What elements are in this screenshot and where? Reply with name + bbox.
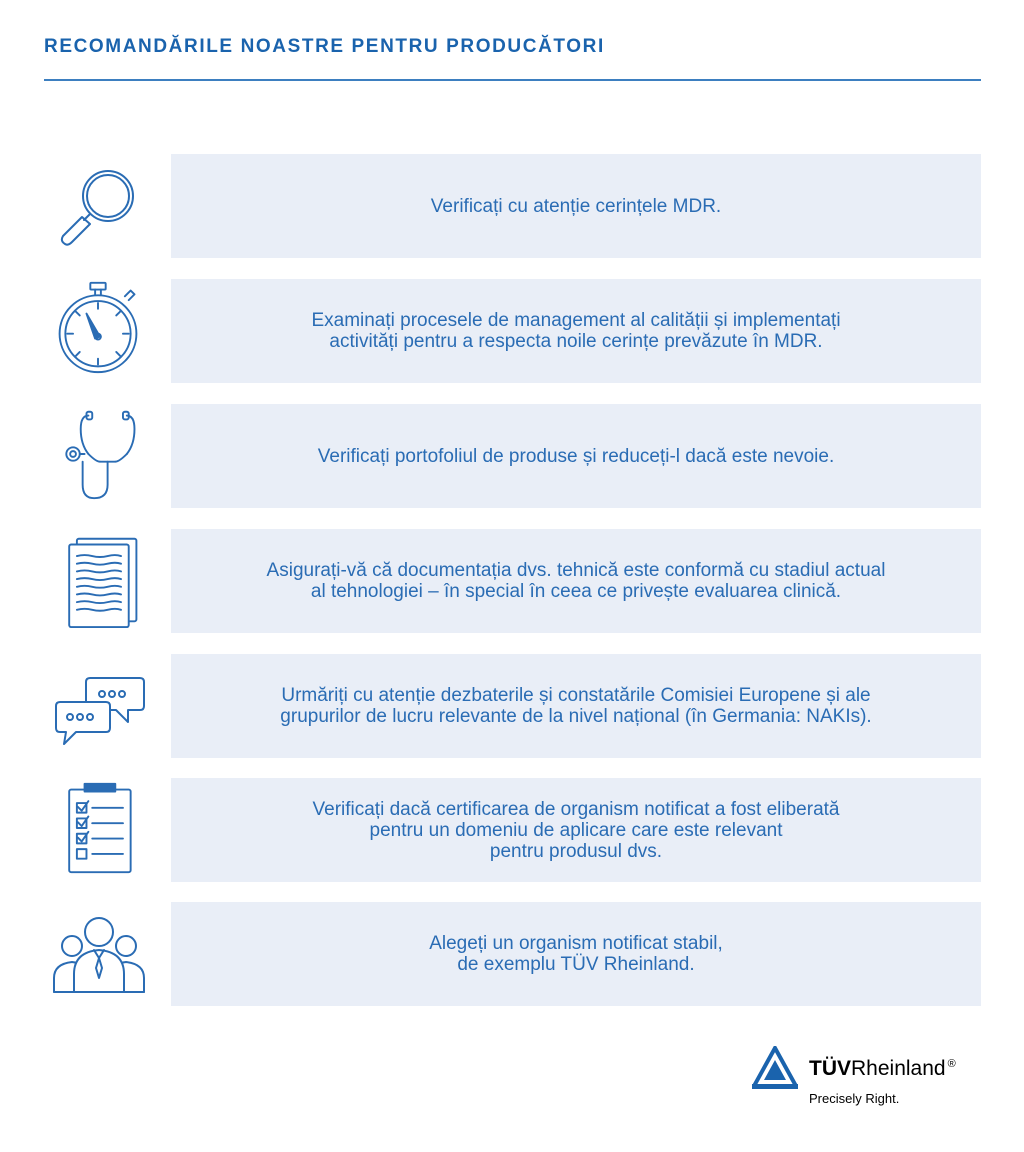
tuv-rheinland-logo — [752, 1046, 992, 1116]
recommendation-row — [0, 778, 1024, 882]
checklist-clipboard-icon — [48, 790, 148, 870]
page-title: RECOMANDĂRILE NOASTRE PENTRU PRODUCĂTORI — [44, 36, 605, 57]
recommendation-row — [0, 654, 1024, 758]
stopwatch-icon — [48, 291, 148, 371]
header-divider — [44, 79, 981, 81]
recommendation-row — [0, 404, 1024, 508]
magnifier-icon — [48, 166, 148, 246]
logo-wordmark: TÜVRheinland ® — [809, 1057, 956, 1080]
logo-tagline: Precisely Right. — [809, 1091, 900, 1106]
recommendation-box: Alegeți un organism notificat stabil, de exemplu TÜV Rheinland. — [171, 902, 981, 1006]
team-people-icon — [48, 914, 148, 994]
documents-icon — [48, 541, 148, 621]
stethoscope-icon — [48, 416, 148, 496]
recommendation-box: Verificați cu atenție cerințele MDR. — [171, 154, 981, 258]
recommendation-row — [0, 529, 1024, 633]
recommendation-row — [0, 902, 1024, 1006]
recommendation-row — [0, 279, 1024, 383]
chat-bubbles-icon — [48, 666, 148, 746]
tuv-triangle-icon — [752, 1046, 798, 1090]
recommendation-box: Asigurați-vă că documentația dvs. tehnică este conformă cu stadiul actual al tehnologiei – în special în ceea ce privește evaluarea clinică. — [171, 529, 981, 633]
recommendation-box: Verificați portofoliul de produse și reduceți-l dacă este nevoie. — [171, 404, 981, 508]
recommendation-box: Urmăriți cu atenție dezbaterile și constatările Comisiei Europene și ale grupurilor de lucru relevante de la nivel național (în Germania: NAKIs). — [171, 654, 981, 758]
recommendation-box: Verificați dacă certificarea de organism notificat a fost eliberată pentru un domeniu de aplicare care este relevant pentru produsul dvs. — [171, 778, 981, 882]
recommendation-row — [0, 154, 1024, 258]
recommendation-box: Examinați procesele de management al calității și implementați activități pentru a respecta noile cerințe prevăzute în MDR. — [171, 279, 981, 383]
